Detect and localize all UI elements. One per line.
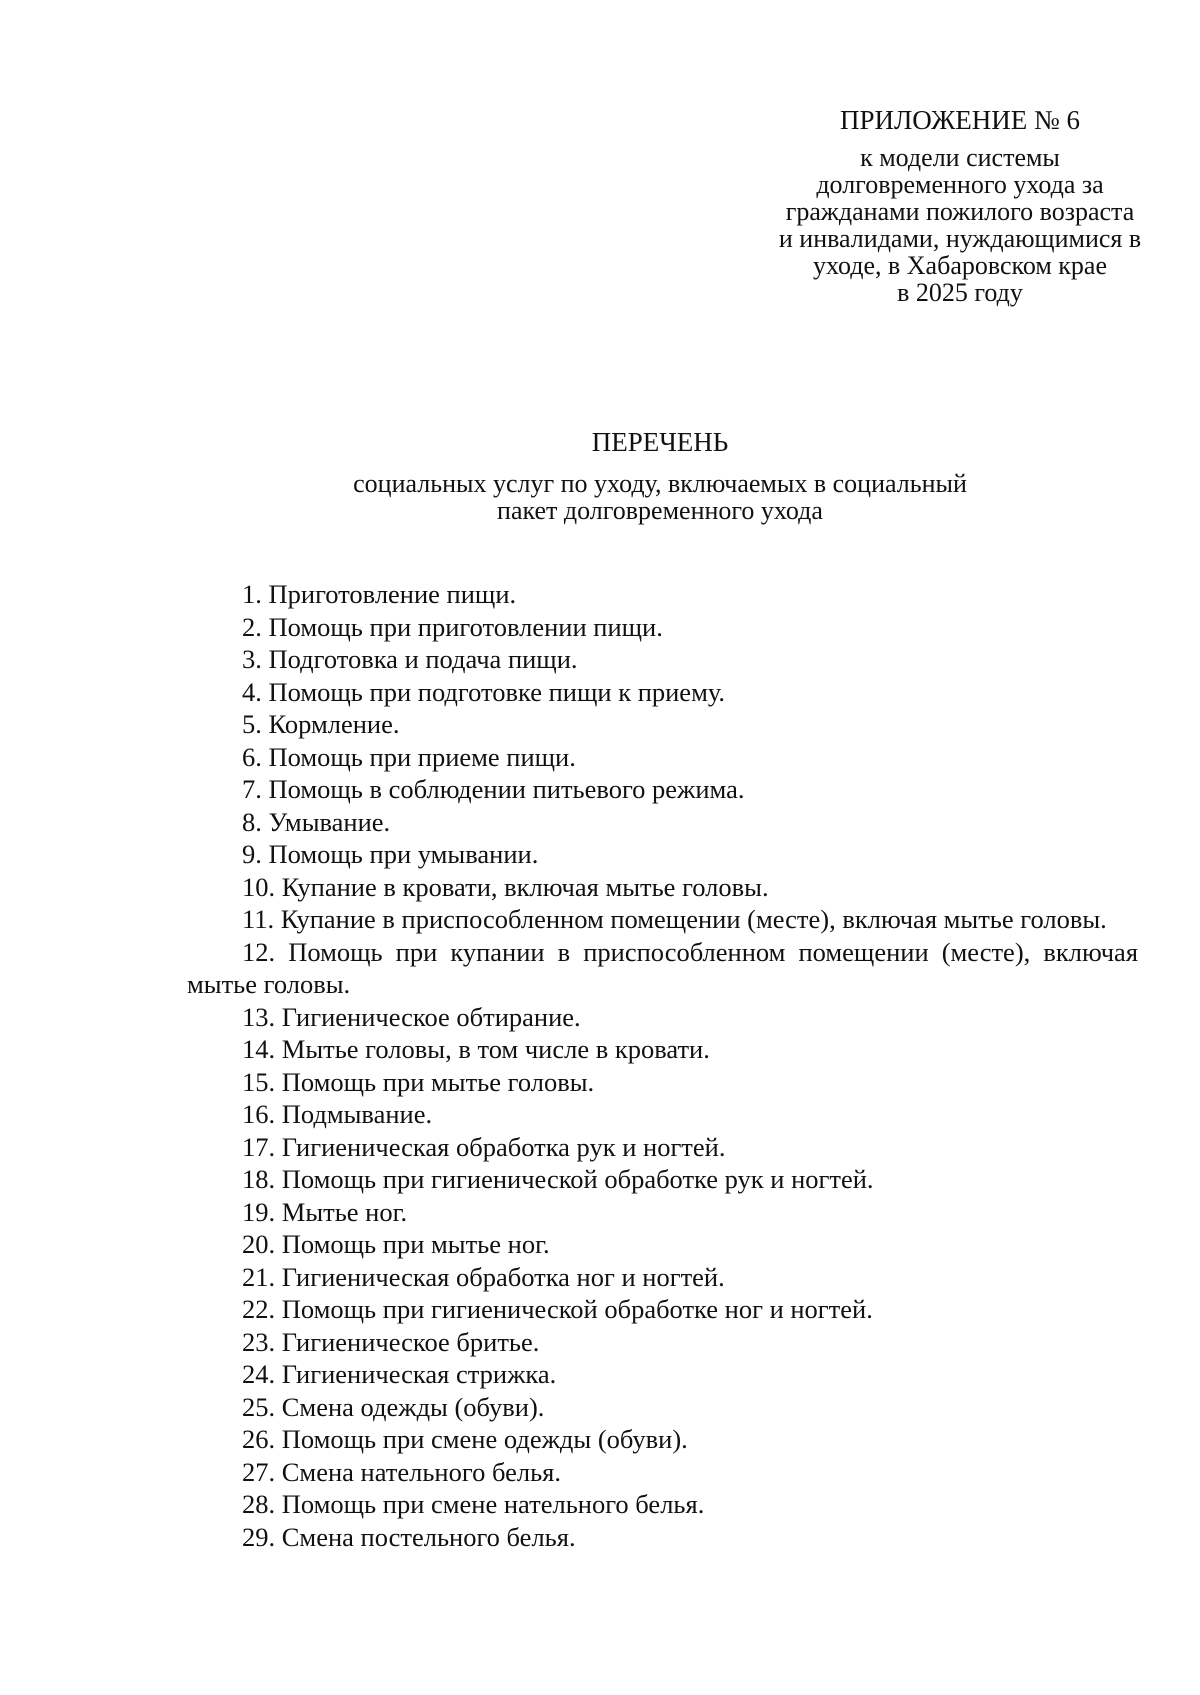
service-text: Помощь при мытье головы. — [281, 1066, 595, 1097]
service-text: Купание в кровати, включая мытье головы. — [281, 871, 769, 902]
appendix-line: к модели системы — [860, 143, 1060, 172]
heading-subtitle-line: пакет долговременного ухода — [497, 496, 823, 525]
service-number: 7 . — [242, 774, 269, 804]
service-number: 8 . — [242, 807, 269, 837]
service-text: Смена одежды (обуви). — [281, 1391, 545, 1422]
heading-subtitle-line: социальных услуг по уходу, включаемых в социальный — [353, 469, 967, 498]
service-text: Умывание. — [268, 806, 391, 837]
service-number: 11 . — [242, 904, 281, 934]
service-item — [187, 676, 1138, 709]
service-item — [187, 578, 1138, 611]
service-item — [187, 1033, 1138, 1066]
service-number: 17 . — [242, 1132, 282, 1162]
service-text: Помощь при купании в приспособленном помещении (месте), включая мытье головы. — [187, 936, 1139, 999]
appendix-line: гражданами пожилого возраста — [785, 197, 1135, 226]
service-text: Помощь при умывании. — [268, 839, 539, 869]
service-item — [187, 806, 1138, 839]
service-item — [187, 903, 1138, 936]
service-item — [187, 1098, 1138, 1131]
service-text: Помощь при гигиенической обработке рук и ногтей. — [281, 1164, 874, 1194]
service-number: 13 . — [242, 1002, 282, 1032]
service-number: 27 . — [242, 1457, 282, 1487]
service-item — [187, 1001, 1138, 1034]
service-number: 20 . — [242, 1229, 282, 1259]
service-number: 25 . — [242, 1392, 282, 1422]
service-number: 19 . — [242, 1197, 282, 1227]
service-text: Смена нательного белья. — [281, 1456, 561, 1487]
service-item — [187, 741, 1138, 774]
service-number: 6 . — [242, 742, 269, 772]
document-heading — [0, 426, 1200, 524]
service-item — [187, 611, 1138, 644]
service-item — [187, 1228, 1138, 1261]
service-text: Гигиеническая обработка ног и ногтей. — [281, 1261, 725, 1292]
service-text: Помощь при смене нательного белья. — [281, 1489, 705, 1519]
service-number: 3 . — [242, 644, 269, 674]
service-item — [187, 1196, 1138, 1229]
service-item — [187, 1521, 1138, 1554]
service-item — [187, 1326, 1138, 1359]
appendix-block — [760, 104, 1160, 306]
service-number: 9 . — [242, 839, 269, 869]
service-item — [187, 1488, 1138, 1521]
service-number: 2 . — [242, 612, 269, 642]
service-text: Купание в приспособленном помещении (месте), включая мытье головы. — [280, 904, 1107, 934]
heading-title: ПЕРЕЧЕНЬ — [591, 427, 729, 457]
service-number: 1 . — [242, 579, 269, 609]
service-text: Помощь при приготовлении пищи. — [268, 611, 663, 642]
appendix-line: и инвалидами, нуждающимися в — [778, 224, 1142, 253]
service-text: Гигиеническая стрижка. — [281, 1359, 557, 1389]
service-text: Помощь при приеме пищи. — [268, 741, 576, 772]
service-number: 5 . — [242, 709, 269, 739]
service-text: Помощь в соблюдении питьевого режима. — [268, 774, 745, 804]
service-number: 4 . — [242, 677, 269, 707]
service-item — [187, 936, 1138, 1001]
service-item — [187, 1261, 1138, 1294]
service-text: Смена постельного белья. — [281, 1521, 576, 1552]
service-item — [187, 1066, 1138, 1099]
service-text: Кормление. — [268, 709, 400, 739]
service-text: Мытье головы, в том числе в кровати. — [281, 1034, 710, 1064]
service-item — [187, 838, 1138, 871]
service-text: Помощь при мытье ног. — [281, 1229, 550, 1259]
service-number: 16 . — [242, 1099, 282, 1129]
appendix-line: в 2025 году — [897, 278, 1023, 307]
service-text: Мытье ног. — [281, 1196, 408, 1227]
service-item — [187, 1358, 1138, 1391]
service-text: Приготовление пищи. — [268, 579, 517, 609]
service-text: Гигиеническое обтирание. — [281, 1001, 581, 1032]
service-number: 10 . — [242, 872, 282, 902]
service-number: 26 . — [242, 1424, 282, 1454]
service-item — [187, 1293, 1138, 1326]
service-item — [187, 708, 1138, 741]
service-item — [187, 1391, 1138, 1424]
service-text: Гигиеническая обработка рук и ногтей. — [281, 1131, 726, 1162]
service-text: Подмывание. — [281, 1099, 433, 1129]
services-list — [187, 578, 1138, 1553]
service-number: 15 . — [242, 1067, 282, 1097]
service-text: Помощь при смене одежды (обуви). — [281, 1424, 688, 1454]
service-item — [187, 1131, 1138, 1164]
service-item — [187, 1163, 1138, 1196]
service-number: 23 . — [242, 1327, 282, 1357]
service-item — [187, 1456, 1138, 1489]
service-item — [187, 871, 1138, 904]
service-number: 24 . — [242, 1359, 282, 1389]
service-text: Помощь при подготовке пищи к приему. — [268, 676, 726, 707]
service-item — [187, 643, 1138, 676]
service-number: 28 . — [242, 1489, 282, 1519]
service-number: 12 . — [242, 937, 288, 967]
service-number: 18 . — [242, 1164, 282, 1194]
service-number: 22 . — [242, 1294, 282, 1324]
appendix-title: ПРИЛОЖЕНИЕ № 6 — [839, 105, 1081, 135]
appendix-line: долговременного ухода за — [816, 170, 1104, 199]
service-text: Гигиеническое бритье. — [281, 1326, 540, 1357]
service-number: 21 . — [242, 1262, 282, 1292]
appendix-line: уходе, в Хабаровском крае — [812, 251, 1108, 280]
service-number: 29 . — [242, 1522, 282, 1552]
service-number: 14 . — [242, 1034, 282, 1064]
service-text: Подготовка и подача пищи. — [268, 644, 578, 674]
service-item — [187, 773, 1138, 806]
service-text: Помощь при гигиенической обработке ног и ногтей. — [281, 1294, 873, 1324]
service-item — [187, 1423, 1138, 1456]
